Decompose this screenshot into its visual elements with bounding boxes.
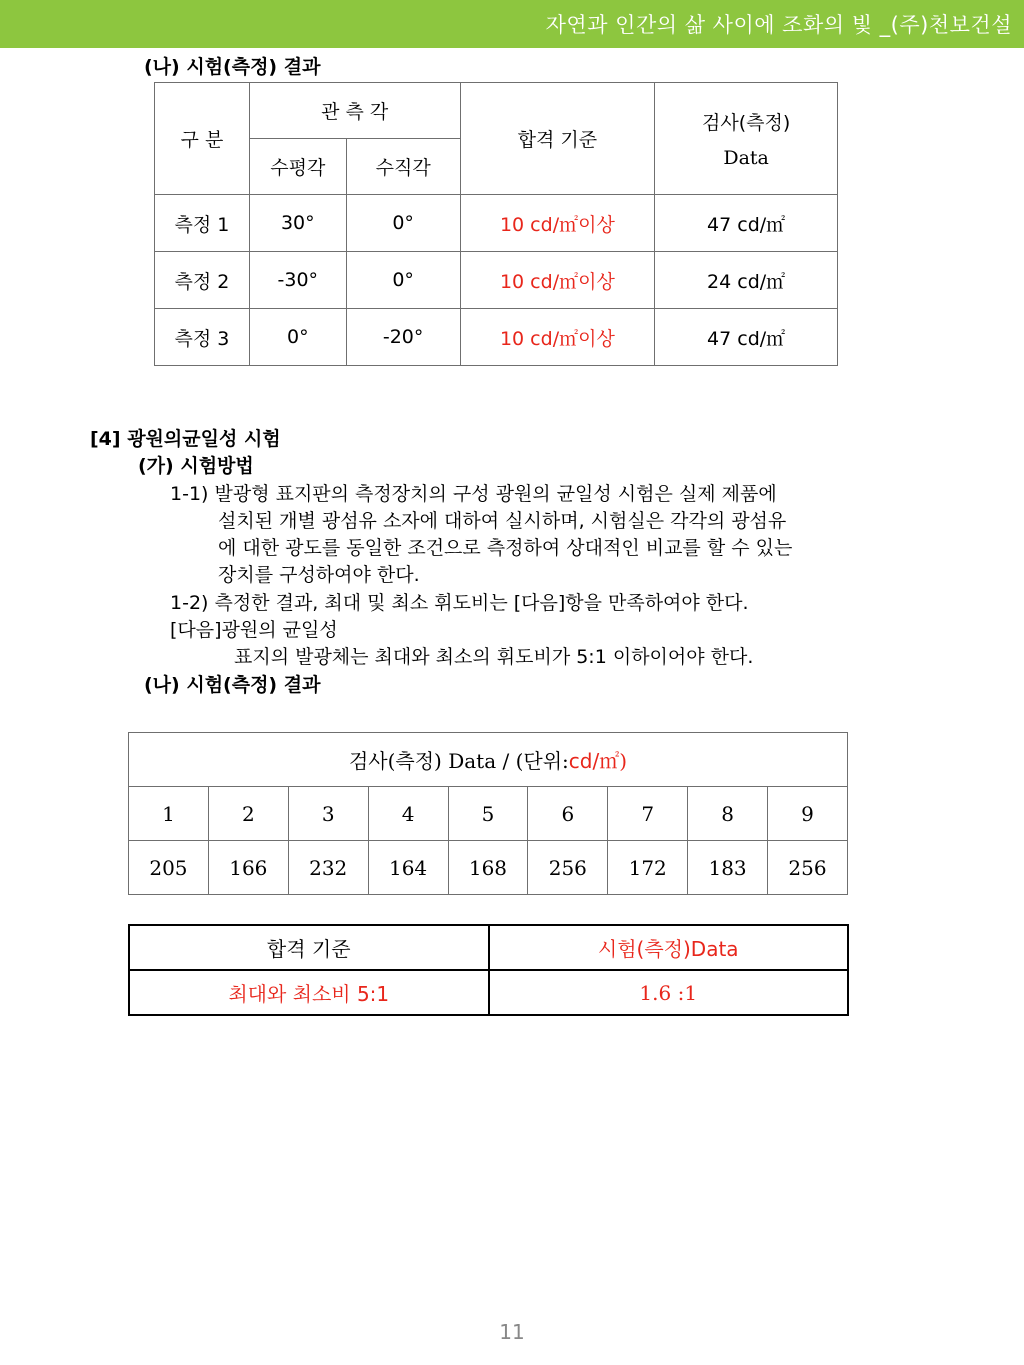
criteria-value: 최대와 최소비 5:1: [129, 970, 489, 1015]
col-data-header-line2: Data: [723, 147, 769, 169]
col-group-header: 구 분: [155, 83, 250, 195]
index-cell: 5: [448, 787, 528, 841]
angle-measurement-table: [154, 82, 838, 366]
row-criteria: 10 cd/㎡이상: [460, 309, 655, 366]
row-criteria: 10 cd/㎡이상: [460, 195, 655, 252]
page-number: 11: [499, 1320, 525, 1344]
index-cell: 8: [688, 787, 768, 841]
index-cell: 3: [288, 787, 368, 841]
row-data: 47 cd/㎡: [655, 309, 838, 366]
row-horizontal: -30°: [249, 252, 346, 309]
header-banner: [0, 0, 1024, 48]
value-cell: 168: [448, 841, 528, 895]
row-label: 측정 1: [155, 195, 250, 252]
row-horizontal: 0°: [249, 309, 346, 366]
method-line: 장치를 구성하여야 한다.: [218, 564, 420, 586]
value-cell: 172: [608, 841, 688, 895]
row-vertical: 0°: [346, 252, 460, 309]
row-label: 측정 3: [155, 309, 250, 366]
col-data-header: [655, 83, 838, 195]
value-cell: 205: [129, 841, 209, 895]
index-cell: 4: [368, 787, 448, 841]
col-data-header-line1: 검사(측정): [701, 112, 791, 134]
table-row: [155, 309, 838, 366]
data-table-title: [129, 733, 848, 787]
row-data: 47 cd/㎡: [655, 195, 838, 252]
value-cell: 256: [768, 841, 848, 895]
index-cell: 6: [528, 787, 608, 841]
table-row: [155, 195, 838, 252]
method-line: 1-1) 발광형 표지판의 측정장치의 구성 광원의 균일성 시험은 실제 제품에: [170, 483, 777, 505]
result-heading: (나) 시험(측정) 결과: [144, 674, 321, 696]
col-angle-header: 관 측 각: [249, 83, 460, 139]
method-heading: (가) 시험방법: [138, 455, 254, 477]
col-vertical-header: 수직각: [346, 139, 460, 195]
banner-slogan: 자연과 인간의 삶 사이에 조화의 빛 _(주)천보건설: [545, 13, 1012, 37]
index-cell: 9: [768, 787, 848, 841]
method-line: [다음]광원의 균일성: [170, 619, 338, 641]
result-heading-prev: (나) 시험(측정) 결과: [144, 56, 321, 78]
ratio-value: 1.6 :1: [489, 970, 849, 1015]
col-horizontal-header: 수평각: [249, 139, 346, 195]
ratio-result-table: [128, 924, 849, 1016]
value-cell: 164: [368, 841, 448, 895]
index-cell: 1: [129, 787, 209, 841]
value-cell: 232: [288, 841, 368, 895]
index-row: [129, 787, 848, 841]
method-line: 1-2) 측정한 결과, 최대 및 최소 휘도비는 [다음]항을 만족하여야 한다.: [170, 592, 749, 614]
criteria-header: 합격 기준: [129, 925, 489, 970]
col-criteria-header: 합격 기준: [460, 83, 655, 195]
data-table-title-prefix: 검사(측정) Data / (단위:: [348, 749, 569, 773]
method-line: 에 대한 광도를 동일한 조건으로 측정하여 상대적인 비교를 할 수 있는: [218, 537, 793, 559]
section4-title: [4] 광원의균일성 시험: [90, 428, 281, 450]
row-data: 24 cd/㎡: [655, 252, 838, 309]
value-row: [129, 841, 848, 895]
uniformity-data-table: [128, 732, 848, 895]
method-line: 표지의 발광체는 최대와 최소의 휘도비가 5:1 이하이어야 한다.: [234, 646, 754, 668]
index-cell: 7: [608, 787, 688, 841]
value-cell: 256: [528, 841, 608, 895]
data-table-title-unit: cd/㎡: [568, 749, 620, 773]
row-vertical: 0°: [346, 195, 460, 252]
row-vertical: -20°: [346, 309, 460, 366]
data-table-title-suffix: ): [619, 749, 628, 773]
table-row: [155, 252, 838, 309]
method-line: 설치된 개별 광섬유 소자에 대하여 실시하며, 시험실은 각각의 광섬유: [218, 510, 787, 532]
row-criteria: 10 cd/㎡이상: [460, 252, 655, 309]
value-cell: 166: [208, 841, 288, 895]
data-header: 시험(측정)Data: [489, 925, 849, 970]
value-cell: 183: [688, 841, 768, 895]
row-label: 측정 2: [155, 252, 250, 309]
index-cell: 2: [208, 787, 288, 841]
row-horizontal: 30°: [249, 195, 346, 252]
